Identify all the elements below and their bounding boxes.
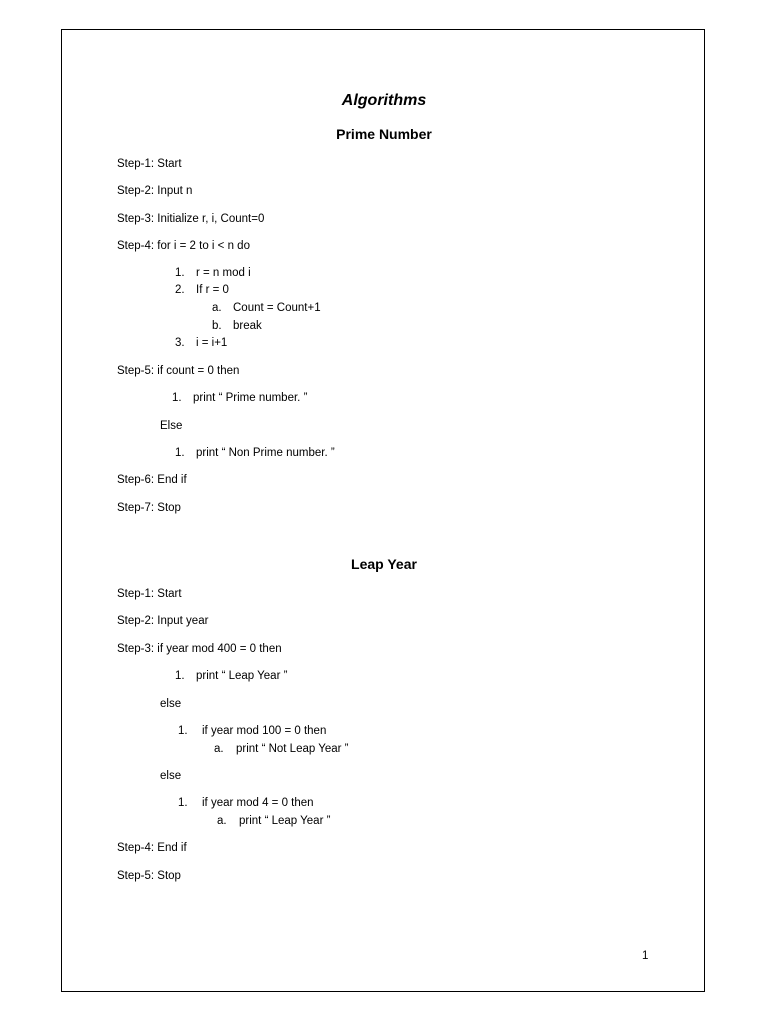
list-marker: 1. [175, 447, 185, 459]
list-item: break [233, 320, 262, 332]
prime-number-heading: Prime Number [336, 126, 432, 142]
list-item: print “ Leap Year ” [196, 670, 288, 682]
prime-step-6: Step-6: End if [117, 474, 187, 486]
list-marker: b. [212, 320, 222, 332]
list-item: print “ Leap Year ” [239, 815, 331, 827]
prime-step-1: Step-1: Start [117, 158, 182, 170]
list-item: If r = 0 [196, 284, 229, 296]
prime-step-3: Step-3: Initialize r, i, Count=0 [117, 213, 265, 225]
list-marker: 1. [175, 267, 185, 279]
else-label: Else [160, 420, 183, 432]
list-marker: a. [217, 815, 227, 827]
document-title: Algorithms [341, 92, 427, 109]
document-page [61, 29, 705, 992]
page-number: 1 [642, 950, 649, 962]
leap-step-5: Step-5: Stop [117, 870, 181, 882]
list-marker: a. [214, 743, 224, 755]
prime-step-4: Step-4: for i = 2 to i < n do [117, 240, 250, 252]
leap-step-2: Step-2: Input year [117, 615, 209, 627]
else-label: else [160, 698, 182, 710]
list-item: Count = Count+1 [233, 302, 321, 314]
list-item: if year mod 4 = 0 then [202, 797, 314, 809]
leap-step-1: Step-1: Start [117, 588, 182, 600]
list-item: print “ Non Prime number. ” [196, 447, 335, 459]
list-marker: 1. [175, 670, 185, 682]
list-marker: 3. [175, 337, 185, 349]
list-marker: 1. [178, 797, 188, 809]
list-item: r = n mod i [196, 267, 251, 279]
leap-step-3: Step-3: if year mod 400 = 0 then [117, 643, 282, 655]
list-item: i = i+1 [196, 337, 228, 349]
list-marker: 1. [172, 392, 182, 404]
list-marker: 1. [178, 725, 188, 737]
prime-step-5: Step-5: if count = 0 then [117, 365, 240, 377]
leap-step-4: Step-4: End if [117, 842, 187, 854]
list-item: if year mod 100 = 0 then [202, 725, 327, 737]
else-label: else [160, 770, 182, 782]
list-item: print “ Not Leap Year ” [236, 743, 349, 755]
list-item: print “ Prime number. ” [193, 392, 308, 404]
leap-year-heading: Leap Year [351, 556, 417, 572]
prime-step-2: Step-2: Input n [117, 185, 193, 197]
prime-step-7: Step-7: Stop [117, 502, 181, 514]
list-marker: a. [212, 302, 222, 314]
list-marker: 2. [175, 284, 185, 296]
